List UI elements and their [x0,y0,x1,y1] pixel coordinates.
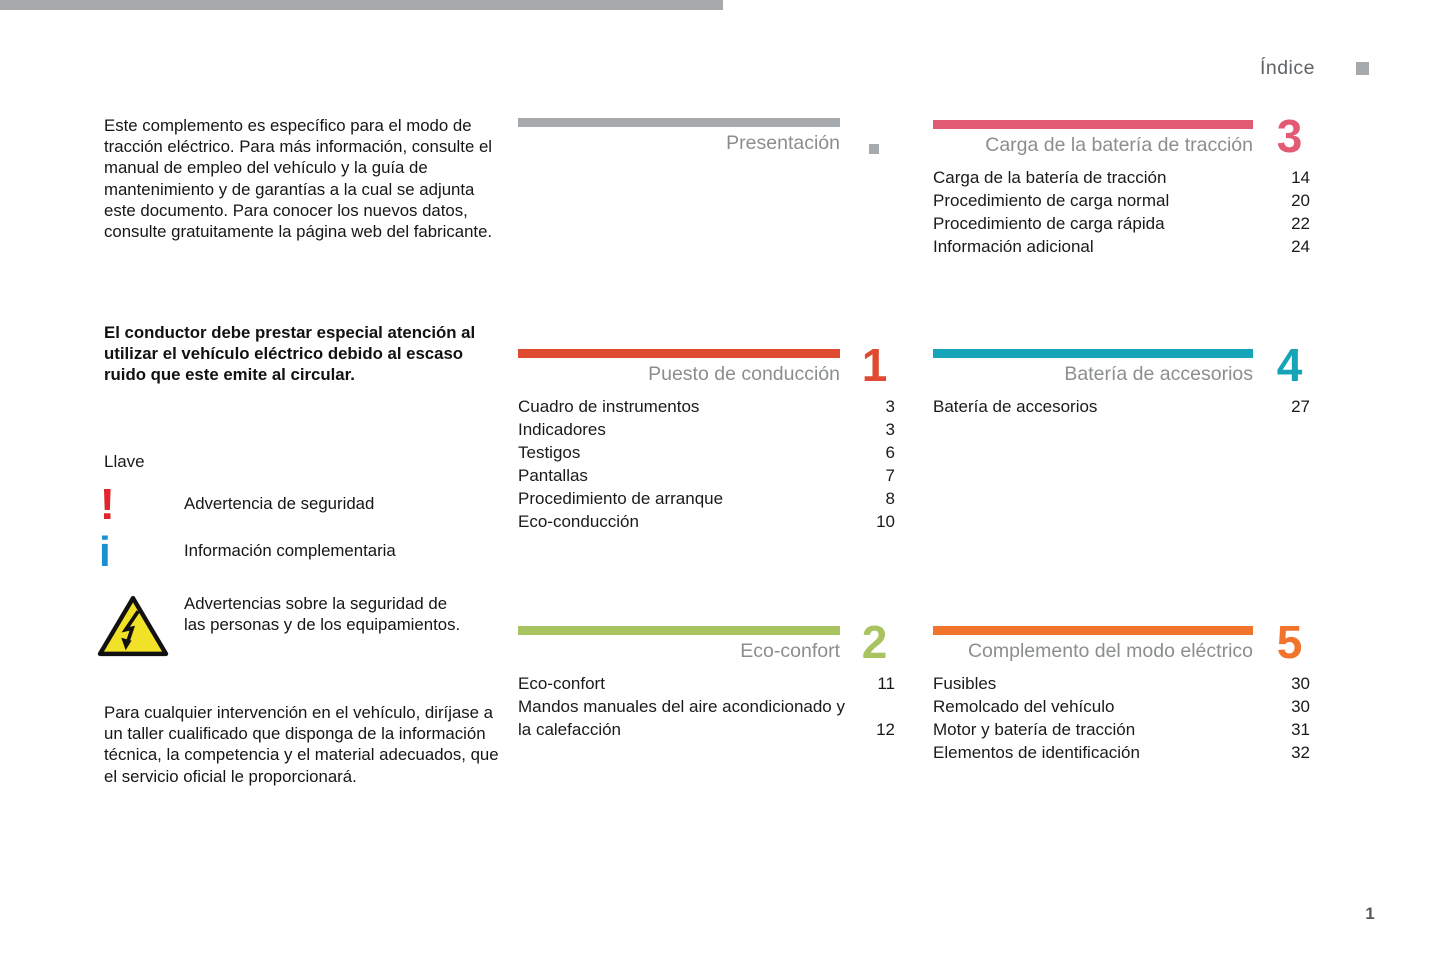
toc-entry-label: Elementos de identificación [933,742,1140,762]
page-title: Índice [1259,57,1315,79]
toc-entry[interactable] [933,167,1310,190]
electrical-hazard-triangle-icon [96,593,170,664]
toc-entry-page: 22 [1291,213,1310,233]
toc-entry-page: 20 [1291,190,1310,210]
section-rule [518,118,840,127]
section-number: 5 [1276,616,1303,668]
section-title: Presentación [726,132,840,154]
toc-entry[interactable] [518,396,895,419]
toc-entry-page: 27 [1291,397,1310,416]
toc-entry-label: Motor y batería de tracción [933,719,1136,739]
toc-entry-label: Fusibles [933,674,997,693]
toc-entry-page: 8 [885,488,895,508]
header-rule [0,0,723,10]
toc-entry-label: Mandos manuales del aire acondicionado y la calefacción [518,696,845,739]
toc-entry-page: 32 [1291,742,1310,762]
toc-entry[interactable] [518,442,895,465]
section-title: Carga de la batería de tracción [985,134,1253,156]
section-rule [933,626,1253,635]
toc-entry-page: 7 [885,465,895,485]
section-number: 2 [861,616,888,668]
warning-exclamation-icon: ! [99,480,116,529]
toc-entry-label: Testigos [518,442,581,462]
section-number: 1 [861,339,888,391]
page-number: 1 [1365,904,1375,923]
toc-entry[interactable] [518,419,895,442]
toc-list [933,673,1310,765]
service-paragraph: Para cualquier intervención en el vehículo, diríjase a un taller cualificado que disponga de la información técnica, la competencia y el material adecuados, que el servicio oficial le proporcionará. [104,703,499,786]
toc-entry-page: 10 [876,511,895,531]
toc-entry[interactable] [518,511,895,534]
toc-entry-page: 24 [1291,236,1310,256]
legend-label: Información complementaria [184,541,396,560]
toc-entry-label: Cuadro de instrumentos [518,397,700,416]
toc-entry[interactable] [933,696,1310,719]
section-square-icon [869,144,879,154]
toc-section-carga-bateria-traccion [933,110,1310,259]
section-rule [933,349,1253,358]
toc-entry-label: Procedimiento de arranque [518,488,724,508]
toc-entry-page: 14 [1291,168,1310,187]
toc-list [518,396,895,533]
toc-entry-label: Procedimiento de carga rápida [933,213,1165,233]
toc-entry-page: 11 [877,674,895,693]
toc-entry-label: Procedimiento de carga normal [933,190,1170,210]
toc-entry[interactable] [518,488,895,511]
section-rule [933,120,1253,129]
section-number: 4 [1276,339,1303,391]
toc-entry-label: Carga de la batería de tracción [933,168,1167,187]
toc-section-complemento-modo-electrico [933,616,1310,765]
section-title: Batería de accesorios [1064,363,1253,385]
toc-entry-label: Remolcado del vehículo [933,696,1115,716]
section-rule [518,626,840,635]
legend-label: Advertencia de seguridad [184,494,375,513]
toc-entry-page: 30 [1291,674,1310,693]
toc-entry-page: 30 [1291,696,1310,716]
toc-list [933,396,1310,419]
toc-entry[interactable] [933,236,1310,259]
toc-entry-label: Indicadores [518,419,606,439]
toc-entry-label: Eco-conducción [518,511,639,531]
toc-section-puesto-de-conduccion [518,339,895,533]
intro-paragraph: Este complemento es específico para el modo de tracción eléctrico. Para más información, consulte el manual de empleo del vehículo y la guía de mantenimiento y de garantías a la cual se adjunta este documento. Para conocer los nuevos datos, consulte gratuitamente la página web del fabricante. [104,116,493,242]
legend-label: Advertencias sobre la seguridad de las personas y de los equipamientos. [184,594,461,635]
toc-entry-page: 6 [885,442,895,462]
toc-entry[interactable] [518,696,895,742]
toc-section-bateria-accesorios [933,339,1310,419]
driver-warning-paragraph: El conductor debe prestar especial atención al utilizar el vehículo eléctrico debido al escaso ruido que este emite al circular. [104,323,476,385]
toc-entry[interactable] [933,719,1310,742]
toc-entry-label: Pantallas [518,465,588,485]
toc-entry[interactable] [933,673,1310,696]
toc-entry-page: 12 [876,719,895,739]
toc-entry[interactable] [933,190,1310,213]
section-title: Puesto de conducción [648,363,840,385]
section-title: Complemento del modo eléctrico [967,640,1253,662]
toc-entry[interactable] [933,742,1310,765]
toc-entry[interactable] [933,396,1310,419]
toc-entry[interactable] [933,213,1310,236]
toc-section-eco-confort [518,616,895,742]
toc-entry-page: 31 [1291,719,1310,739]
toc-entry-page: 3 [885,419,895,439]
toc-entry-page: 3 [885,397,895,416]
toc-list [518,673,895,742]
legend-heading: Llave [104,452,145,471]
section-title: Eco-confort [740,640,840,662]
toc-entry[interactable] [518,673,895,696]
section-number: 3 [1276,110,1303,162]
section-rule [518,349,840,358]
toc-section-presentacion [518,118,895,154]
toc-list [933,167,1310,259]
toc-entry-label: Batería de accesorios [933,397,1098,416]
header-square-icon [1356,62,1369,75]
info-icon: i [99,528,111,575]
toc-entry-label: Información adicional [933,236,1094,256]
toc-entry[interactable] [518,465,895,488]
toc-entry-label: Eco-confort [518,674,605,693]
